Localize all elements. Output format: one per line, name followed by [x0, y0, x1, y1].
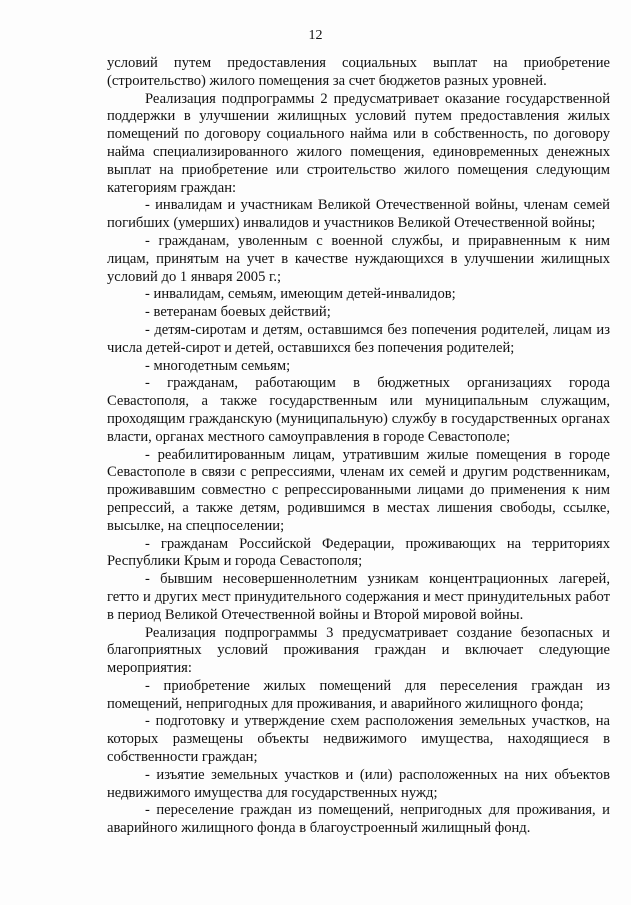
paragraph-subprogram-2-intro: Реализация подпрограммы 2 предусматривает оказание государственной поддержки в улучшении жилищных условий путем предоставления жилых помещений по договору социального найма или в собственность, по договору найма специализированного жилого помещения, единовременных денежных выплат на приобретение или строительство жилого помещения следующим категориям граждан:	[107, 90, 610, 196]
list-item: - приобретение жилых помещений для переселения граждан из помещений, непригодных для проживания, и аварийного жилищного фонда;	[107, 677, 610, 712]
list-item: - гражданам Российской Федерации, проживающих на территориях Республики Крым и города Севастополя;	[107, 535, 610, 570]
list-item: - переселение граждан из помещений, непригодных для проживания, и аварийного жилищного фонда в благоустроенный жилищный фонд.	[107, 802, 610, 837]
list-item: - реабилитированным лицам, утратившим жилые помещения в городе Севастополе в связи с репрессиями, членам их семей и другим родственникам, проживавшим совместно с репрессированными лицами до применения к ним репрессий, а также детям, родившимся в местах лишения свободы, ссылке, высылке, на спецпоселении;	[107, 446, 610, 534]
list-item: - гражданам, работающим в бюджетных организациях города Севастополя, а также государственным или муниципальным служащим, проходящим гражданскую (муниципальную) службу в государственных органах власти, органах местного самоуправления в городе Севастополе;	[107, 375, 610, 445]
list-item: - бывшим несовершеннолетним узникам концентрационных лагерей, гетто и других мест принудительного содержания и мест принудительных работ в период Великой Отечественной войны и Второй мировой войны.	[107, 571, 610, 623]
document-body	[107, 55, 610, 838]
list-item: - подготовку и утверждение схем расположения земельных участков, на которых размещены объекты недвижимого имущества, находящиеся в собственности граждан;	[107, 713, 610, 766]
list-item: - многодетным семьям;	[145, 357, 291, 374]
list-item: - ветеранам боевых действий;	[145, 304, 331, 321]
list-item: - детям-сиротам и детям, оставшимся без попечения родителей, лицам из числа детей-сирот и детей, оставшихся без попечения родителей;	[107, 321, 610, 356]
paragraph-subprogram-3-intro: Реализация подпрограммы 3 предусматривает создание безопасных и благоприятных условий проживания граждан и включает следующие мероприятия:	[107, 624, 610, 677]
list-item: - инвалидам и участникам Великой Отечественной войны, членам семей погибших (умерших) инвалидов и участников Великой Отечественной войны;	[107, 197, 610, 232]
page-number: 12	[308, 28, 323, 43]
list-item: - изъятие земельных участков и (или) расположенных на них объектов недвижимого имущества для государственных нужд;	[107, 766, 610, 801]
paragraph-continuation: условий путем предоставления социальных выплат на приобретение (строительство) жилого помещения за счет бюджетов разных уровней.	[107, 55, 610, 89]
list-item: - гражданам, уволенным с военной службы, и приравненным к ним лицам, принятым на учет в качестве нуждающихся в улучшении жилищных условий до 1 января 2005 г.;	[107, 232, 610, 285]
list-item: - инвалидам, семьям, имеющим детей-инвалидов;	[145, 286, 456, 303]
